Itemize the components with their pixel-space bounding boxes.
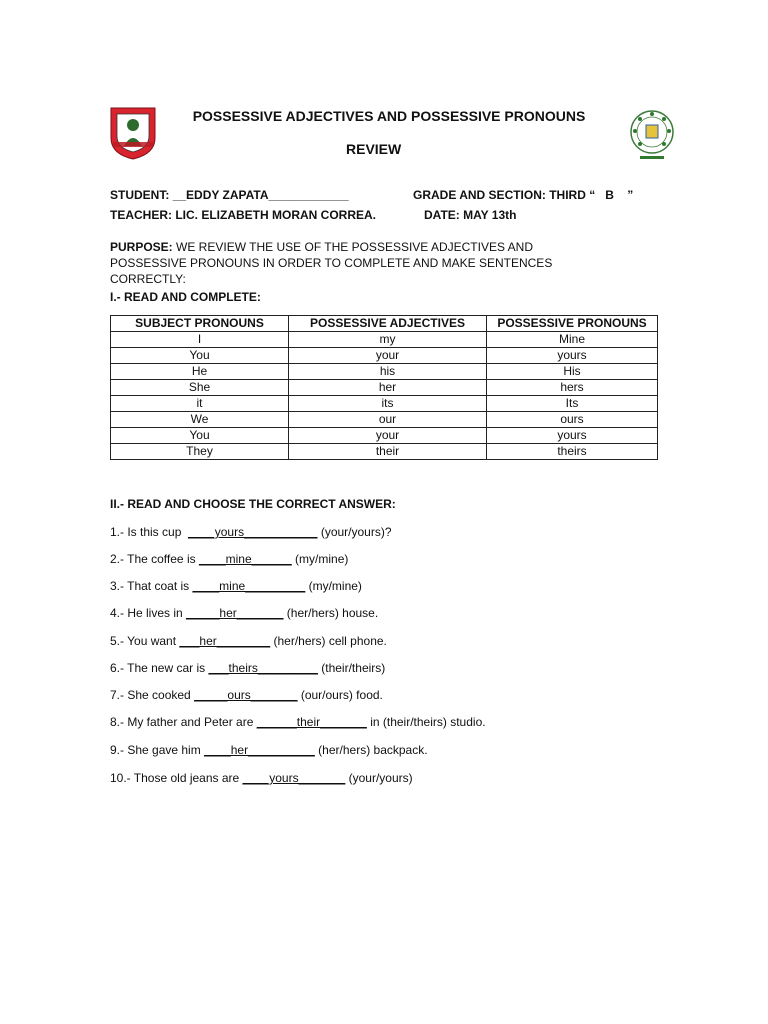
question-choices: (their/theirs) bbox=[317, 661, 386, 675]
table-row bbox=[111, 348, 658, 364]
question-text: 4.- He lives in bbox=[110, 606, 187, 620]
question-choices: in (their/theirs) studio. bbox=[366, 715, 486, 729]
student-value: __EDDY ZAPATA____________ bbox=[172, 188, 349, 202]
answer-blank: ____mine_________ bbox=[192, 579, 306, 593]
answer-blank: ____yours___________ bbox=[188, 525, 318, 539]
question-item bbox=[110, 661, 385, 675]
question-choices: (her/hers) house. bbox=[283, 606, 379, 620]
circular-seal-logo bbox=[627, 109, 677, 161]
question-choices: (your/yours) bbox=[345, 771, 413, 785]
table-cell: I bbox=[111, 332, 289, 348]
question-item bbox=[110, 715, 486, 729]
purpose-text: WE REVIEW THE USE OF THE POSSESSIVE ADJECTIVES AND POSSESSIVE PRONOUNS IN ORDER TO COMPLETE AND MAKE SENTENCES CORRECTLY: bbox=[110, 240, 553, 286]
answer-blank: ______their_______ bbox=[256, 715, 367, 729]
answer-blank: _____ours_______ bbox=[194, 688, 298, 702]
question-item bbox=[110, 743, 428, 757]
table-row bbox=[111, 332, 658, 348]
date-line: DATE: MAY 13th bbox=[424, 208, 517, 222]
question-text: 3.- That coat is bbox=[110, 579, 193, 593]
question-item bbox=[110, 552, 348, 566]
table-cell: He bbox=[111, 364, 289, 380]
table-cell: You bbox=[111, 348, 289, 364]
page-title: POSSESSIVE ADJECTIVES AND POSSESSIVE PRONOUNS bbox=[192, 108, 586, 124]
question-text: 9.- She gave him bbox=[110, 743, 205, 757]
purpose-paragraph bbox=[110, 239, 610, 287]
question-text: 5.- You want bbox=[110, 634, 180, 648]
answer-blank: ___theirs_________ bbox=[208, 661, 318, 675]
seal-icon bbox=[627, 109, 677, 161]
table-cell: yours bbox=[487, 428, 658, 444]
question-text: 6.- The new car is bbox=[110, 661, 209, 675]
question-choices: (her/hers) backpack. bbox=[314, 743, 428, 757]
table-row bbox=[111, 428, 658, 444]
question-item bbox=[110, 771, 413, 785]
student-label: STUDENT: bbox=[110, 188, 170, 202]
section-1-heading: I.- READ AND COMPLETE: bbox=[110, 290, 261, 304]
question-choices: (my/mine) bbox=[291, 552, 349, 566]
question-item bbox=[110, 579, 362, 593]
question-item bbox=[110, 634, 387, 648]
table-cell: your bbox=[289, 348, 487, 364]
question-choices: (our/ours) food. bbox=[297, 688, 383, 702]
question-item bbox=[110, 688, 383, 702]
question-text: 7.- She cooked bbox=[110, 688, 195, 702]
table-cell: my bbox=[289, 332, 487, 348]
question-text: 2.- The coffee is bbox=[110, 552, 199, 566]
grade-section: GRADE AND SECTION: THIRD “ B ” bbox=[413, 188, 634, 202]
column-header: POSSESSIVE ADJECTIVES bbox=[289, 316, 487, 332]
table-cell: theirs bbox=[487, 444, 658, 460]
pronoun-table bbox=[110, 315, 658, 460]
table-cell: They bbox=[111, 444, 289, 460]
table-cell: its bbox=[289, 396, 487, 412]
table-cell: their bbox=[289, 444, 487, 460]
column-header: SUBJECT PRONOUNS bbox=[111, 316, 289, 332]
section-2-heading: II.- READ AND CHOOSE THE CORRECT ANSWER: bbox=[110, 497, 396, 511]
answer-blank: ____yours_______ bbox=[242, 771, 346, 785]
answer-blank: ____her__________ bbox=[204, 743, 315, 757]
table-cell: We bbox=[111, 412, 289, 428]
table-row bbox=[111, 412, 658, 428]
question-choices: (her/hers) cell phone. bbox=[270, 634, 387, 648]
table-cell: Its bbox=[487, 396, 658, 412]
table-cell: His bbox=[487, 364, 658, 380]
table-row bbox=[111, 444, 658, 460]
purpose-label: PURPOSE: bbox=[110, 240, 173, 254]
question-text: 10.- Those old jeans are bbox=[110, 771, 243, 785]
question-item bbox=[110, 525, 392, 539]
table-cell: She bbox=[111, 380, 289, 396]
question-text: 1.- Is this cup bbox=[110, 525, 189, 539]
answer-blank: _____her_______ bbox=[186, 606, 284, 620]
table-header-row bbox=[111, 316, 658, 332]
column-header: POSSESSIVE PRONOUNS bbox=[487, 316, 658, 332]
table-cell: our bbox=[289, 412, 487, 428]
question-text: 8.- My father and Peter are bbox=[110, 715, 257, 729]
table-cell: Mine bbox=[487, 332, 658, 348]
page-subtitle: REVIEW bbox=[346, 141, 402, 157]
table-cell: your bbox=[289, 428, 487, 444]
table-cell: his bbox=[289, 364, 487, 380]
teacher-line: TEACHER: LIC. ELIZABETH MORAN CORREA. bbox=[110, 208, 376, 222]
student-line bbox=[110, 188, 349, 202]
table-cell: You bbox=[111, 428, 289, 444]
answer-blank: ____mine______ bbox=[198, 552, 292, 566]
table-cell: ours bbox=[487, 412, 658, 428]
table-row bbox=[111, 364, 658, 380]
table-cell: it bbox=[111, 396, 289, 412]
table-row bbox=[111, 396, 658, 412]
table-cell: her bbox=[289, 380, 487, 396]
question-item bbox=[110, 606, 378, 620]
table-cell: yours bbox=[487, 348, 658, 364]
answer-blank: ___her________ bbox=[179, 634, 271, 648]
table-cell: hers bbox=[487, 380, 658, 396]
question-choices: (my/mine) bbox=[305, 579, 362, 593]
table-row bbox=[111, 380, 658, 396]
question-choices: (your/yours)? bbox=[317, 525, 392, 539]
